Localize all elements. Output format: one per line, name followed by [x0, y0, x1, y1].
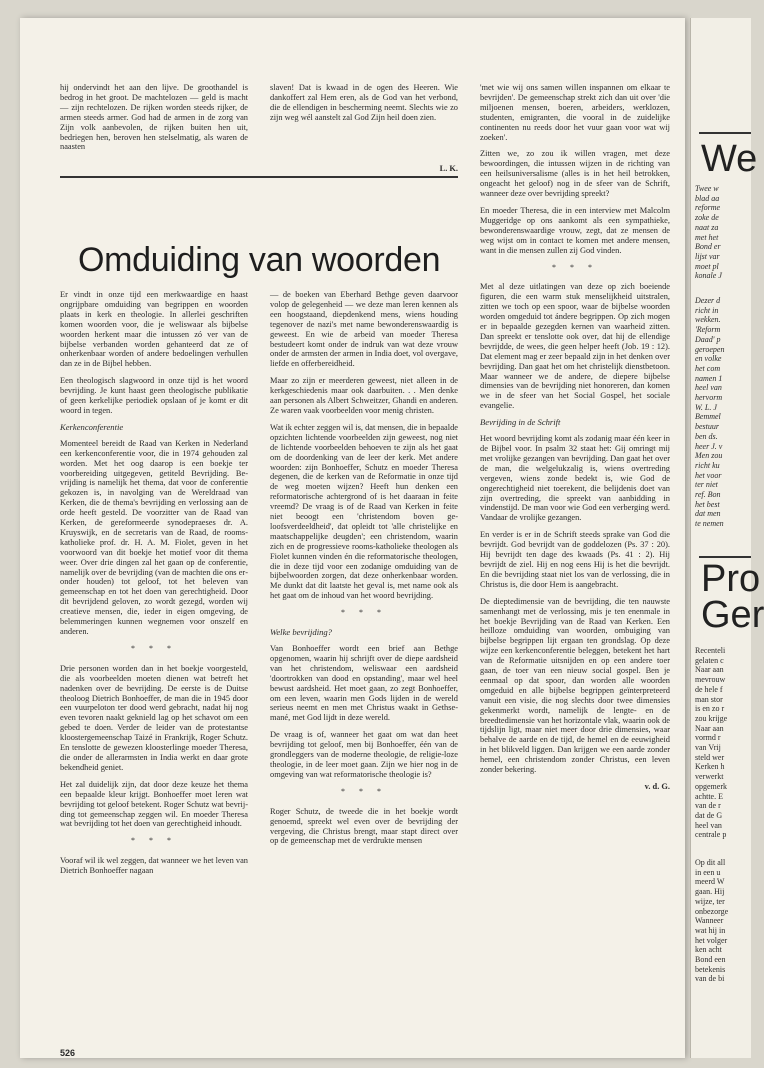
section-stars: * * *	[341, 786, 387, 796]
top-middle-column	[270, 83, 458, 130]
adjacent-line: Kerken h	[695, 762, 725, 772]
col3-paragraph: Zitten we, zo zou ik willen vragen, met deze bewoordingen, die intussen wijzen in de richting van een heilsuniversalisme (alles is in het heil betrokken, ongeacht het geloof) nog in de sfeer van de Schrift, wanneer deze over bevrijding spreekt?	[480, 149, 670, 199]
adjacent-line: mevrouw	[695, 675, 726, 685]
top-middle-paragraph: slaven! Dat is kwaad in de ogen des Heeren. Wie dankoffert zal Hem eren, als de God van het verbond, die de ellendigen in bescherming neemt. Slechts wie zo zijn weg wél aanstelt zal God Zijn heil doen zien.	[270, 83, 458, 122]
adjacent-line: heel van	[695, 383, 722, 393]
top-left-column	[60, 83, 248, 159]
adjacent-line: Bond een	[695, 955, 726, 965]
article-column-1	[60, 290, 248, 883]
adjacent-line: van de bi	[695, 974, 725, 984]
adjacent-rule	[699, 132, 751, 134]
section-stars: * * *	[341, 608, 387, 618]
signature-bottom: v. d. G.	[644, 782, 670, 791]
adjacent-line: blad aa	[695, 193, 720, 203]
col1-paragraph: Er vindt in onze tijd een merkwaardige en haast ongrijpbare omduiding van begrippen en woorden plaats in kerk en theologie. In allerlei geschriften komen woorden voor, die je weliswaar als bijbelse woorden herkent maar die intussen zó ver van de bijbelse verbanden worden gehanteerd dat ze of onherkenbaar worden of andere bedoelingen verhullen dan ze in de Bijbel hebben.	[60, 290, 248, 369]
adjacent-page	[690, 18, 764, 1058]
section-stars: * * *	[552, 262, 598, 272]
col1-paragraph: Een theologisch slagwoord in onze tijd is het woord bevrijding. Je kunt haast geen theologische publikatie of geen kerkelijke periodiek opslaan of je komt er dit woord in tegen.	[60, 376, 248, 415]
section-divider	[60, 176, 458, 178]
adjacent-line: en volke	[695, 354, 722, 364]
adjacent-line: gelaten c	[695, 655, 724, 665]
adjacent-line: naat za	[695, 222, 719, 232]
adjacent-line: bestuur	[695, 422, 719, 432]
adjacent-line: het best	[695, 499, 720, 509]
adjacent-line: namen 1	[695, 373, 723, 383]
adjacent-body-3	[695, 858, 755, 984]
adjacent-line: dat men	[695, 509, 721, 519]
adjacent-line: ref. Bon	[695, 490, 721, 500]
col3-paragraph: En verder is er in de Schrift steeds sprake van God die bevrijdt. God bevrijdt van de goddelozen (Ps. 37 : 20). Hij bevrijdt ten dage des kwaads (Ps. 41 : 2). Hij bevrijdt de ziel. Hij en nog eens Hij is het die bevrijdt. En die bevrijding staat niet los van de verlossing, die in Christus is, die door Hem is aangebracht.	[480, 530, 670, 589]
signature-top: L. K.	[439, 164, 458, 173]
col2-paragraph: Roger Schutz, de tweede die in het boekje wordt genoemd, spreekt wel even over de bevrijding der vergeving, die Christus brengt, maar stapt direct over op de gemeenschap met de verdrukte mensen	[270, 806, 458, 846]
adjacent-line: onbezorge	[695, 906, 729, 916]
adjacent-line: heel van	[695, 820, 722, 830]
adjacent-line: Bemmel	[695, 412, 721, 422]
adjacent-heading-2b: Ger	[701, 594, 764, 636]
adjacent-line: Bond er	[695, 242, 721, 252]
adjacent-line: Men zou	[695, 451, 723, 461]
adjacent-line: in een u	[695, 867, 721, 877]
adjacent-line: Op dit all	[695, 858, 726, 867]
adjacent-line: Twee w	[695, 184, 719, 193]
section-stars: * * *	[131, 836, 177, 846]
adjacent-line: ken acht	[695, 945, 722, 955]
adjacent-line: reforme	[695, 203, 721, 213]
adjacent-line: te nemen	[695, 519, 724, 529]
adjacent-line: konale J	[695, 271, 722, 281]
adjacent-line: richt ku	[695, 460, 720, 470]
col2-paragraph: — de boeken van Eberhard Bethge geven daarvoor volop de gelegenheid — we deze man leren kennen als een hoogstaand, diepdenkend mens, wiens houding tegenover de nazi's met name bewonderenswaardig is geweest. En wie de arbeid van moeder Theresa bestudeert komt onder de indruk van wat deze vrouw onder de armsten der armen in India doet, vol overgave, liefde en offerbereidheid.	[270, 290, 458, 369]
adjacent-heading-1: We	[701, 138, 758, 180]
col1-paragraph: Het zal duidelijk zijn, dat door deze keuze het thema een bepaalde kleur krijgt. Bonhoeffer moet leren wat bevrijding tot geloof betekent. Roger Schutz wat bevrijding tot gemeenschap zeggen wil. En moeder Theresa wat bevrijding tot het doen van gerechtigheid inhoudt.	[60, 779, 248, 829]
adjacent-line: lijst var	[695, 251, 720, 261]
col1-paragraph: Drie personen worden dan in het boekje voorgesteld, die als voorbeelden moeten dienen wat betreft het nadenken over de bevrijding. De eerste is de Duitse theoloog Dietrich Bonhoeffer, de man die in 1945 door een vuurpeloton ter dood werd gebracht, nadat hij nog even tevoren naakt geknield lag op het schavot om een gebed te doen. Verder de leider van de protestantse kloostergemeenschap Taizé in Frankrijk, Roger Schutz. En tenslotte de gewezen kloosterlinge moeder Theresa, die onder de allerarmsten in India werkt en daar grote bekendheid geniet.	[60, 663, 248, 772]
col2-paragraph: Van Bonhoeffer wordt een brief aan Bethge opgenomen, waarin hij schrijft over de diepe aardsheid van het christendom, weliswaar een aardsheid 'doortrokken van dood en opstanding', maar wel heel bewust aardsheid. Het moet gaan, zo zegt Bonhoeffer, om een leven, waarin men Gods lijden in de wereld serieus neemt en men met Christus waakt in Gethsemané, met God lijdt in deze wereld.	[270, 644, 458, 723]
adjacent-line: Dezer d	[695, 296, 721, 305]
col3-paragraph: En moeder Theresa, die in een interview met Malcolm Muggeridge op ons aankomt als een sympathieke, bewonderenswaardige vrouw, zegt, dat ze mensen de weg wijst om in contact te komen met andere mensen, want in die mensen zullen zij God vinden.	[480, 205, 670, 255]
col3-paragraph: 'met wie wij ons samen willen inspannen om elkaar te bevrijden'. De gemeenschap strekt zich dan uit over 'die miljoenen mensen, boeren, arbeiders, werklozen, studenten, emigranten, die vooral in de zuidelijke continenten nu reeds door het vuur gaan voor wat wij zoeken'.	[480, 83, 670, 142]
col2-paragraph: Maar zo zijn er meerderen geweest, niet alleen in de kerkgeschiedenis maar ook daarbuiten. . . Men denke aan personen als Albert Schweitzer, Ghandi en anderen. Ze waren vaak voorbeelden voor menig christen.	[270, 376, 458, 415]
adjacent-body	[695, 296, 755, 529]
adjacent-line: wat hij in	[695, 925, 726, 935]
adjacent-line: ter niet	[695, 480, 718, 490]
article-title: Omduiding van woorden	[78, 241, 441, 279]
adjacent-line: het com	[695, 363, 721, 373]
adjacent-line: opgemerk	[695, 781, 727, 791]
adjacent-line: man stor	[695, 694, 723, 704]
adjacent-line: Wanneer	[695, 916, 724, 926]
magazine-page	[20, 18, 685, 1058]
subheading-welke-bevrijding: Welke bevrijding?	[270, 627, 332, 638]
adjacent-line: Recenteli	[695, 646, 726, 655]
subheading-kerkenconferentie: Kerkenconferentie	[60, 421, 124, 432]
adjacent-line: is en zo r	[695, 704, 725, 714]
adjacent-line: geroepen	[695, 344, 725, 354]
adjacent-line: verwerkt	[695, 772, 724, 782]
adjacent-line: 'Reform	[695, 325, 721, 335]
adjacent-line: wekken.	[695, 315, 721, 325]
adjacent-line: hervorm	[695, 393, 723, 403]
adjacent-line: wijze, ter	[695, 896, 725, 906]
col1-paragraph: Momenteel bereidt de Raad van Kerken in Nederland een kerkenconferentie voor, die in 1974 gehouden zal worden. Met het oog daarop is een boekje ter voorbereiding uitgegeven, getiteld Bevrijding. Bevrijding is namelijk het thema, dat voor de conferentie gekozen is, in navolging van de Wereldraad van Kerken, die de thema's bevrijding en verlossing aan de orde heeft gesteld. De voorzitter van de Raad van Kerken, de gereformeerde synodepraeses dr. A. Kruyswijk, en de secretaris van de Raad, de rooms-katholieke prof. dr. H. A. M. Fiolet, geven in het voorwoord van dit boekje het motief voor dit thema weer. Over drie dingen zal het gaan op de conferentie, namelijk over de bevrijding (van de machten die ons eronder houden) tot geloof, tot het beleven van gemeenschap en tot het doen van gerechtigheid. Door dit bevrijdend geloven, zo wordt gezegd, worden wij creatieve mensen, die, ieder in eigen omgeving, de belemmeringen kunnen wegnemen voor onszelf en anderen.	[60, 438, 248, 636]
adjacent-heading-2a: Pro	[701, 558, 761, 600]
adjacent-body-2	[695, 646, 755, 840]
adjacent-line: zoke de	[695, 213, 719, 223]
adjacent-line: het voor	[695, 470, 722, 480]
adjacent-line: de hele f	[695, 684, 723, 694]
adjacent-line: betekenis	[695, 964, 726, 974]
col1-paragraph: Vooraf wil ik wel zeggen, dat wanneer we het leven van Dietrich Bonhoeffer nagaan	[60, 856, 248, 876]
adjacent-line: steld wer	[695, 752, 725, 762]
adjacent-line: ben ds.	[695, 431, 718, 441]
adjacent-line: van Vrij	[695, 743, 721, 753]
adjacent-line: centrale p	[695, 830, 727, 840]
adjacent-line: moet pl	[695, 261, 719, 271]
adjacent-intro	[695, 184, 755, 281]
top-left-paragraph: hij ondervindt het aan den lijve. De groothandel is bedrog in het groot. De machtelozen — geld is macht — zijn rechtelozen. De rijken worden steeds rijker, de armen steeds armer. God had de armen in de zorg van Zijn volk aanbevolen, de rijken buiten hen uit, bedriegen hen, beroven hen stelselmatig, als waren de naasten	[60, 83, 248, 152]
subheading-bevrijding-in-de-schrift: Bevrijding in de Schrift	[480, 417, 561, 428]
adjacent-line: meerd W	[695, 877, 725, 887]
adjacent-line: gaan. Hij	[695, 887, 725, 897]
col3-paragraph: Het woord bevrijding komt als zodanig maar één keer in de Bijbel voor. In psalm 32 staat het: Gij omringt mij met vrolijke gezangen van bevrijding. Dan gaat het over de man, die welgelukzalig is, wiens overtreding vergeven, wiens zonde bedekt is, wie God de ongerechtigheid niet toerekent, die belijdenis doet van zijn overtreding, die spreekt van aanbidding in vindenstijd. De man voor wie God een verberging werd. Vandaar de vrolijke gezangen.	[480, 434, 670, 523]
adjacent-line: dat de G	[695, 810, 723, 820]
adjacent-line: heer J. v	[695, 441, 723, 451]
article-column-2	[270, 290, 458, 853]
adjacent-line: het volger	[695, 935, 728, 945]
adjacent-line: Naar aan	[695, 723, 724, 733]
col2-paragraph: Wat ik echter zeggen wil is, dat mensen, die in bepaalde opzichten lichtende voorbeelden zijn geweest, nog niet de lichtende voorbeelden behoeven te zijn als het gaat om de doordenking van de leer der kerk. Met andere woorden: zijn Bonhoeffer, Schutz en moeder Theresa degenen, die de kerken van de Reformatie in onze tijd de weg moeten wijzen? Heeft hun denken een reformatorische achtergrond of is het daaraan in feite vreemd? De vraag is of de Raad van Kerken in feite niet beoogt een 'christendom boven geloofsverdeeldheid', dat opleidt tot 'alle christelijke en maatschappelijke deugden'; een christendom, waarin zich en de progressieve rooms-katholieke theologen als Fiolet kunnen vinden én die reformatorische theologen, die in deze tijd voor een zodanige omduiding van de bijbelwoorden zorgen, dat deze onherkenbaar worden. Me dunkt dat dit laatste het geval is, met name ook als het gaat om de inhoud van het woord bevrijding.	[270, 422, 458, 601]
adjacent-line: Daad' p	[695, 334, 721, 344]
col2-paragraph: De vraag is of, wanneer het gaat om wat dan heet bevrijding tot geloof, men bij Bonhoeffer, één van de grondleggers van de moderne theologie, de religie-loze theologie, in de leer moet gaan. Zijn we hier nog in de omgeving van wat reformatorische theologie is?	[270, 730, 458, 779]
adjacent-line: achtte. E	[695, 791, 723, 801]
page-number: 526	[60, 1048, 76, 1058]
adjacent-line: vormd r	[695, 733, 721, 743]
col3-paragraph: Met al deze uitlatingen van deze op zich boeiende figuren, die een warm stuk menselijkheid uitstralen, zitten we toch op een spoor, waar de bijbelse woorden worden omgeduid tot ándere begrippen. Op zich mogen er in bepaalde gezegden kernen van waarheid zitten. Dan spreekt er tenslotte ook over, dat hij de ellendige bevrijdde, de wees, die geen helper heeft (Job. 19 : 12). Dat element mag er zeer bepaald zijn in het denken over bevrijding. Dan gaat het om het christelijk dienstbetoon. Maar wanneer we de andere, de diepere bijbelse dimensies van de bevrijding niet honoreren, dan komen we in de sfeer van het Social Gospel, het sociale evangelie.	[480, 282, 670, 411]
adjacent-line: richt in	[695, 305, 719, 315]
col3-paragraph: De dieptedimensie van de bevrijding, die ten nauwste samenhangt met de verlossing, mis je ten enenmale in het boekje Bevrijding van de Raad van Kerken. Een heilloze omduiding van woorden, ombuiging van bijbelse begrippen lijt ergaan ten grondslag. Op deze wijze een kerkenconferentie beleggen, betekent het hart van de Reformatie uitsnijden en op een andere toer gaan, de toer van een nieuw social gospel. Ben je eenmaal op dat spoor, dan worden alle woorden omgeduid en alle bijbelse begrippen geïnterpreteerd vanuit een visie, die nog slechts door twee dimensies gekenmerkt wordt, namelijk de lengte- en de breedtedimensie van het horizontale vlak, waarin ook de tijdslijn ligt, maar niet meer door drie dimensies, waar behalve de aarde en de tijd, de hemel en de eeuwigheid in het blikveld liggen. Dan krijgen we een aarde zonder hemel, een christendom zonder Christus, een leven zonder bekering.	[480, 596, 670, 775]
adjacent-line: met het	[695, 232, 719, 242]
section-stars: * * *	[131, 643, 177, 653]
adjacent-line: van de r	[695, 801, 721, 811]
article-column-3	[480, 83, 670, 792]
adjacent-line: Naar aan	[695, 665, 724, 675]
adjacent-line: zou krijge	[695, 713, 728, 723]
adjacent-line: W. L. J	[695, 402, 717, 412]
